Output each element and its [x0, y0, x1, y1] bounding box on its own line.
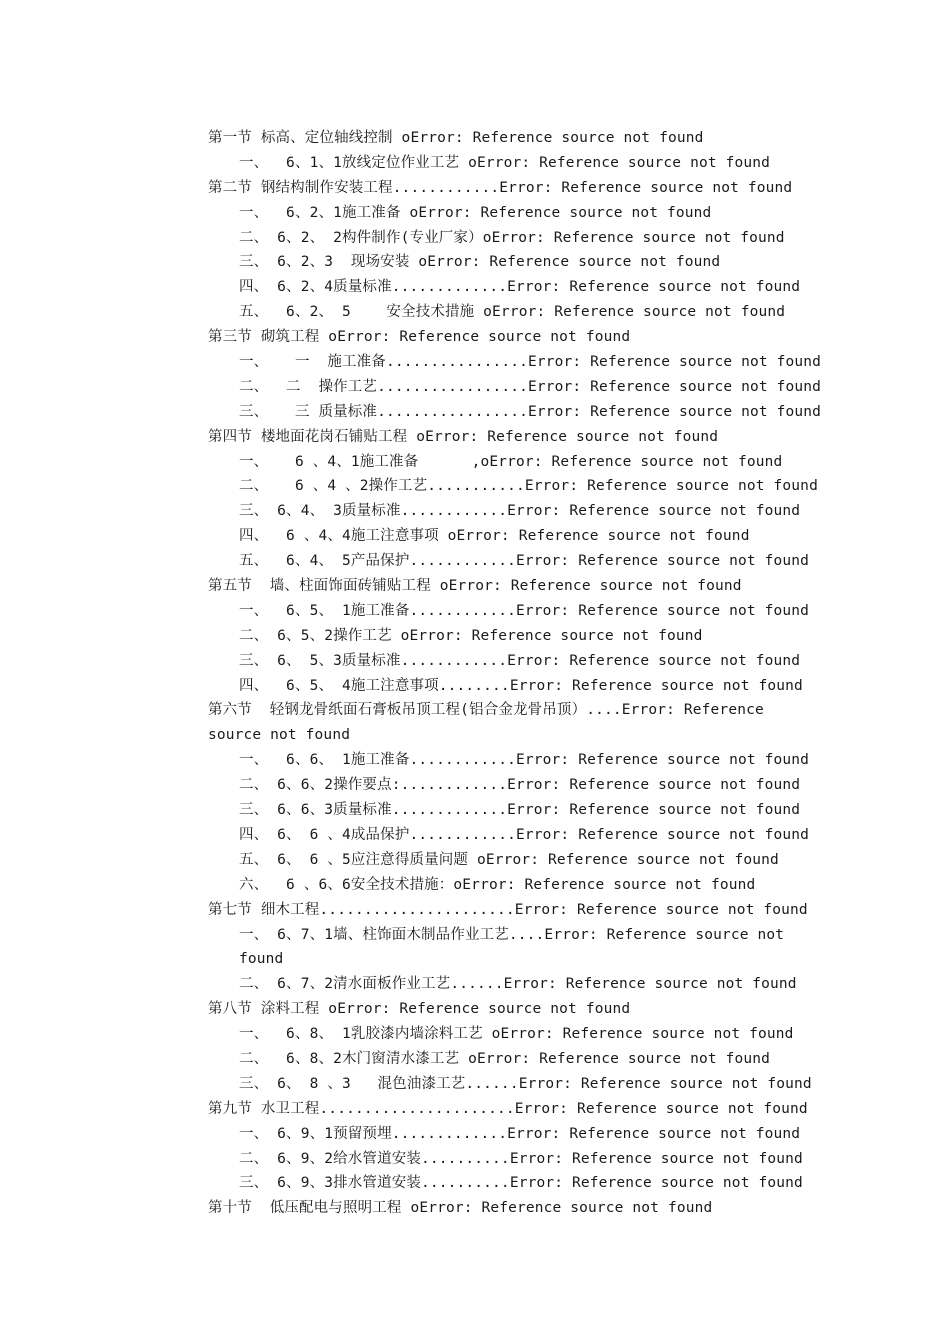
toc-subsection-entry[interactable]: 一、 6、5、 1施工准备............Error: Reference source not found: [239, 602, 810, 619]
toc-subsection-entry[interactable]: 二、 6、2、 2构件制作(专业厂家）oError: Reference source not found: [239, 229, 785, 246]
toc-subsection-entry[interactable]: 一、 6、6、 1施工准备............Error: Reference source not found: [239, 752, 810, 769]
toc-continuation-line[interactable]: source not found: [208, 727, 351, 744]
toc-section-heading[interactable]: 第三节 砌筑工程 oError: Reference source not found: [208, 329, 631, 346]
toc-section-heading[interactable]: 第二节 钢结构制作安装工程............Error: Reference source not found: [208, 179, 793, 196]
toc-subsection-entry[interactable]: 四、 6、5、 4施工注意事项........Error: Reference source not found: [239, 677, 803, 694]
table-of-contents: [208, 126, 822, 1221]
toc-section-heading[interactable]: 第四节 楼地面花岗石铺贴工程 oError: Reference source not found: [208, 428, 719, 445]
toc-subsection-entry[interactable]: 二、 6 、4 、2操作工艺...........Error: Reference source not found: [239, 478, 818, 495]
toc-subsection-entry[interactable]: 三、 6、 5、3质量标准............Error: Reference source not found: [239, 652, 801, 669]
toc-subsection-entry[interactable]: 二、 6、5、2操作工艺 oError: Reference source not found: [239, 627, 703, 644]
toc-subsection-entry[interactable]: 五、 6、 6 、5应注意得质量问题 oError: Reference source not found: [239, 851, 779, 868]
toc-subsection-entry[interactable]: 一、 6、9、1预留预埋.............Error: Reference source not found: [239, 1125, 801, 1142]
toc-subsection-entry[interactable]: 一、 6、8、 1乳胶漆内墙涂料工艺 oError: Reference source not found: [239, 1026, 794, 1043]
toc-subsection-entry[interactable]: 一、 一 施工准备................Error: Reference source not found: [239, 354, 822, 371]
toc-section-heading[interactable]: 第十节 低压配电与照明工程 oError: Reference source not found: [208, 1200, 713, 1217]
toc-subsection-entry[interactable]: 三、 6、6、3质量标准.............Error: Reference source not found: [239, 802, 801, 819]
toc-subsection-entry[interactable]: 四、 6 、4、4施工注意事项 oError: Reference source not found: [239, 528, 750, 545]
toc-subsection-entry[interactable]: 五、 6、2、 5 安全技术措施 oError: Reference source not found: [239, 304, 786, 321]
toc-subsection-entry[interactable]: 五、 6、4、 5产品保护............Error: Reference source not found: [239, 553, 810, 570]
toc-subsection-entry[interactable]: 四、 6、 6 、4成品保护............Error: Reference source not found: [239, 826, 810, 843]
toc-subsection-entry[interactable]: 四、 6、2、4质量标准.............Error: Reference source not found: [239, 279, 801, 296]
toc-section-heading[interactable]: 第一节 标高、定位轴线控制 oError: Reference source not found: [208, 130, 704, 146]
toc-subsection-entry[interactable]: 二、 6、9、2给水管道安装..........Error: Reference source not found: [239, 1150, 803, 1167]
toc-continuation-line[interactable]: found: [239, 951, 284, 968]
toc-section-heading[interactable]: 第六节 轻钢龙骨纸面石膏板吊顶工程(铝合金龙骨吊顶）....Error: Reference: [208, 702, 764, 719]
toc-subsection-entry[interactable]: 三、 三 质量标准.................Error: Reference source not found: [239, 403, 822, 420]
toc-subsection-entry[interactable]: 二、 6、7、2清水面板作业工艺......Error: Reference source not found: [239, 976, 797, 993]
toc-section-heading[interactable]: 第八节 涂料工程 oError: Reference source not found: [208, 1001, 631, 1018]
toc-subsection-entry[interactable]: 二、 6、8、2木门窗清水漆工艺 oError: Reference source not found: [239, 1050, 770, 1067]
toc-subsection-entry[interactable]: 一、 6、2、1施工准备 oError: Reference source not found: [239, 204, 712, 221]
toc-subsection-entry[interactable]: 一、 6、1、1放线定位作业工艺 oError: Reference source not found: [239, 154, 770, 171]
toc-subsection-entry[interactable]: 一、 6 、4、1施工准备 ,oError: Reference source not found: [239, 453, 783, 470]
toc-subsection-entry[interactable]: 二、 二 操作工艺.................Error: Reference source not found: [239, 378, 822, 395]
toc-subsection-entry[interactable]: 三、 6、 8 、3 混色油漆工艺......Error: Reference source not found: [239, 1075, 812, 1092]
toc-subsection-entry[interactable]: 六、 6 、6、6安全技术措施：oError: Reference source not found: [239, 876, 756, 893]
toc-subsection-entry[interactable]: 三、 6、9、3排水管道安装..........Error: Reference source not found: [239, 1175, 803, 1192]
toc-subsection-entry[interactable]: 二、 6、6、2操作要点:............Error: Reference source not found: [239, 777, 801, 794]
toc-subsection-entry[interactable]: 三、 6、4、 3质量标准............Error: Reference source not found: [239, 503, 801, 520]
toc-subsection-entry[interactable]: 一、 6、7、1墙、柱饰面木制品作业工艺....Error: Reference source not: [239, 926, 785, 943]
toc-section-heading[interactable]: 第五节 墙、柱面饰面砖铺贴工程 oError: Reference source not found: [208, 578, 742, 595]
toc-section-heading[interactable]: 第九节 水卫工程......................Error: Reference source not found: [208, 1100, 808, 1117]
toc-subsection-entry[interactable]: 三、 6、2、3 现场安装 oError: Reference source not found: [239, 254, 721, 271]
toc-section-heading[interactable]: 第七节 细木工程......................Error: Reference source not found: [208, 901, 808, 918]
